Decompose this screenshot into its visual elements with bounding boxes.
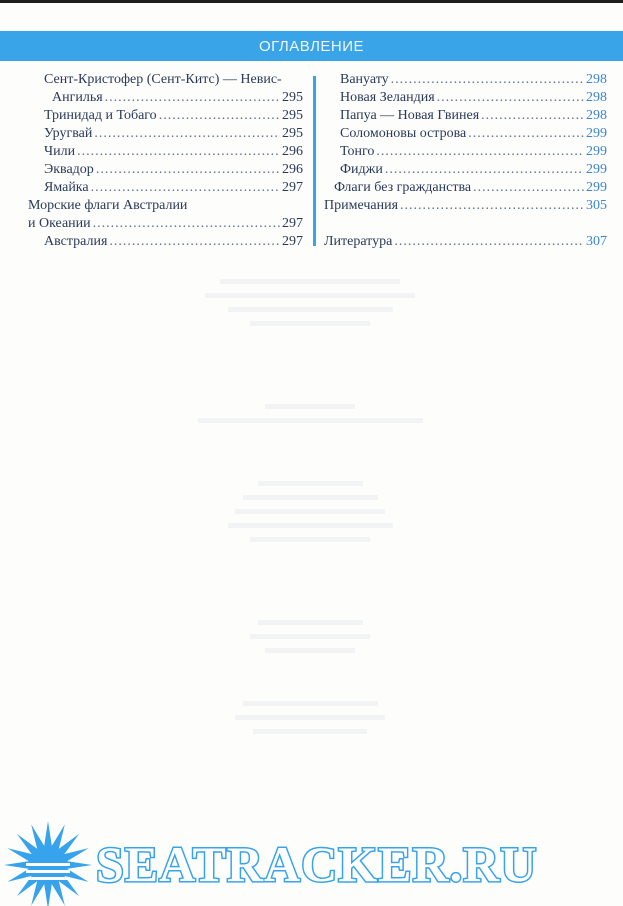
toc-page-number: 297 xyxy=(282,216,303,231)
dot-leader xyxy=(94,125,280,143)
dot-leader xyxy=(385,161,584,179)
toc-entry-label: Литература xyxy=(324,234,393,249)
dot-leader xyxy=(394,233,584,251)
toc-entry-label: Тонго xyxy=(340,144,375,159)
toc-entry-label: Примечания xyxy=(324,198,399,213)
dot-leader xyxy=(109,233,280,251)
dot-leader xyxy=(468,125,584,143)
toc-page-number: 295 xyxy=(282,90,303,105)
toc-entry[interactable] xyxy=(324,179,607,197)
column-divider xyxy=(313,76,316,246)
toc-entry[interactable] xyxy=(324,125,607,143)
toc-section-label: Морские флаги Австралии xyxy=(28,198,188,213)
watermark-text: SEATRACKER.RU xyxy=(96,836,538,892)
dot-leader xyxy=(105,89,280,107)
toc-entry[interactable] xyxy=(324,89,607,107)
toc-entry-label: Ангилья xyxy=(52,90,103,105)
toc-entry[interactable] xyxy=(28,107,303,125)
toc-page-number: 299 xyxy=(586,144,607,159)
dot-leader xyxy=(96,161,280,179)
toc-entry-label: Эквадор xyxy=(44,162,94,177)
toc-entry[interactable] xyxy=(28,161,303,179)
header-band xyxy=(0,31,623,61)
dot-leader xyxy=(391,71,584,89)
toc-entry-label: Фиджи xyxy=(340,162,383,177)
toc-entry-label: Флаги без гражданства xyxy=(334,180,472,195)
toc-entry[interactable] xyxy=(28,179,303,197)
toc-page-number: 298 xyxy=(586,90,607,105)
toc-section-label: и Океании xyxy=(28,216,91,231)
toc-entry[interactable] xyxy=(324,161,607,179)
toc-entry-label: Вануату xyxy=(340,72,389,87)
dot-leader xyxy=(481,107,584,125)
toc-entry-label: Новая Зеландия xyxy=(340,90,435,105)
toc-entry-label: Ямайка xyxy=(44,180,89,195)
toc-page-number: 297 xyxy=(282,180,303,195)
toc-page-number: 296 xyxy=(282,144,303,159)
toc-entry-label: Соломоновы острова xyxy=(340,126,467,141)
dot-leader xyxy=(159,107,280,125)
toc-entry[interactable] xyxy=(324,107,607,125)
dot-leader xyxy=(473,179,584,197)
dot-leader xyxy=(77,143,280,161)
toc-left-column xyxy=(28,71,303,251)
toc-page-number: 295 xyxy=(282,126,303,141)
toc-page-number: 295 xyxy=(282,108,303,123)
toc-entry[interactable] xyxy=(28,143,303,161)
toc-right-column xyxy=(324,71,607,251)
toc-entry[interactable] xyxy=(324,71,607,89)
toc-entry-label: Чили xyxy=(44,144,76,159)
toc-page-number: 297 xyxy=(282,234,303,249)
dot-leader xyxy=(376,143,584,161)
toc-page-number: 298 xyxy=(586,108,607,123)
page-title: ОГЛАВЛЕНИЕ xyxy=(258,37,365,55)
toc-entry-literature[interactable] xyxy=(324,233,607,251)
toc-page-number: 299 xyxy=(586,162,607,177)
toc-entry[interactable] xyxy=(324,143,607,161)
toc-entry[interactable] xyxy=(28,125,303,143)
watermark xyxy=(0,815,623,906)
toc-entry-label: Папуа — Новая Гвинея xyxy=(340,108,480,123)
toc-section-entry[interactable] xyxy=(28,215,303,233)
top-edge xyxy=(0,0,623,3)
dot-leader xyxy=(400,197,584,215)
toc-page-number: 307 xyxy=(586,234,607,249)
bleed-through-text xyxy=(160,270,460,810)
dot-leader xyxy=(437,89,584,107)
dot-leader xyxy=(93,215,280,233)
toc-page-number: 299 xyxy=(586,126,607,141)
toc-entry-notes[interactable] xyxy=(324,197,607,215)
toc-entry-label: Сент-Кристофер (Сент-Китс) — Невис- xyxy=(44,72,282,87)
toc-page-number: 299 xyxy=(586,180,607,195)
dot-leader xyxy=(91,179,280,197)
toc-entry[interactable] xyxy=(28,89,303,107)
toc-entry-label: Австралия xyxy=(44,234,108,249)
toc-page-number: 296 xyxy=(282,162,303,177)
toc-entry[interactable] xyxy=(28,233,303,251)
sun-icon xyxy=(2,815,98,906)
toc-entry-label: Уругвай xyxy=(44,126,93,141)
toc-page-number: 305 xyxy=(586,198,607,213)
toc-page-number: 298 xyxy=(586,72,607,87)
toc-entry-label: Тринидад и Тобаго xyxy=(44,108,157,123)
